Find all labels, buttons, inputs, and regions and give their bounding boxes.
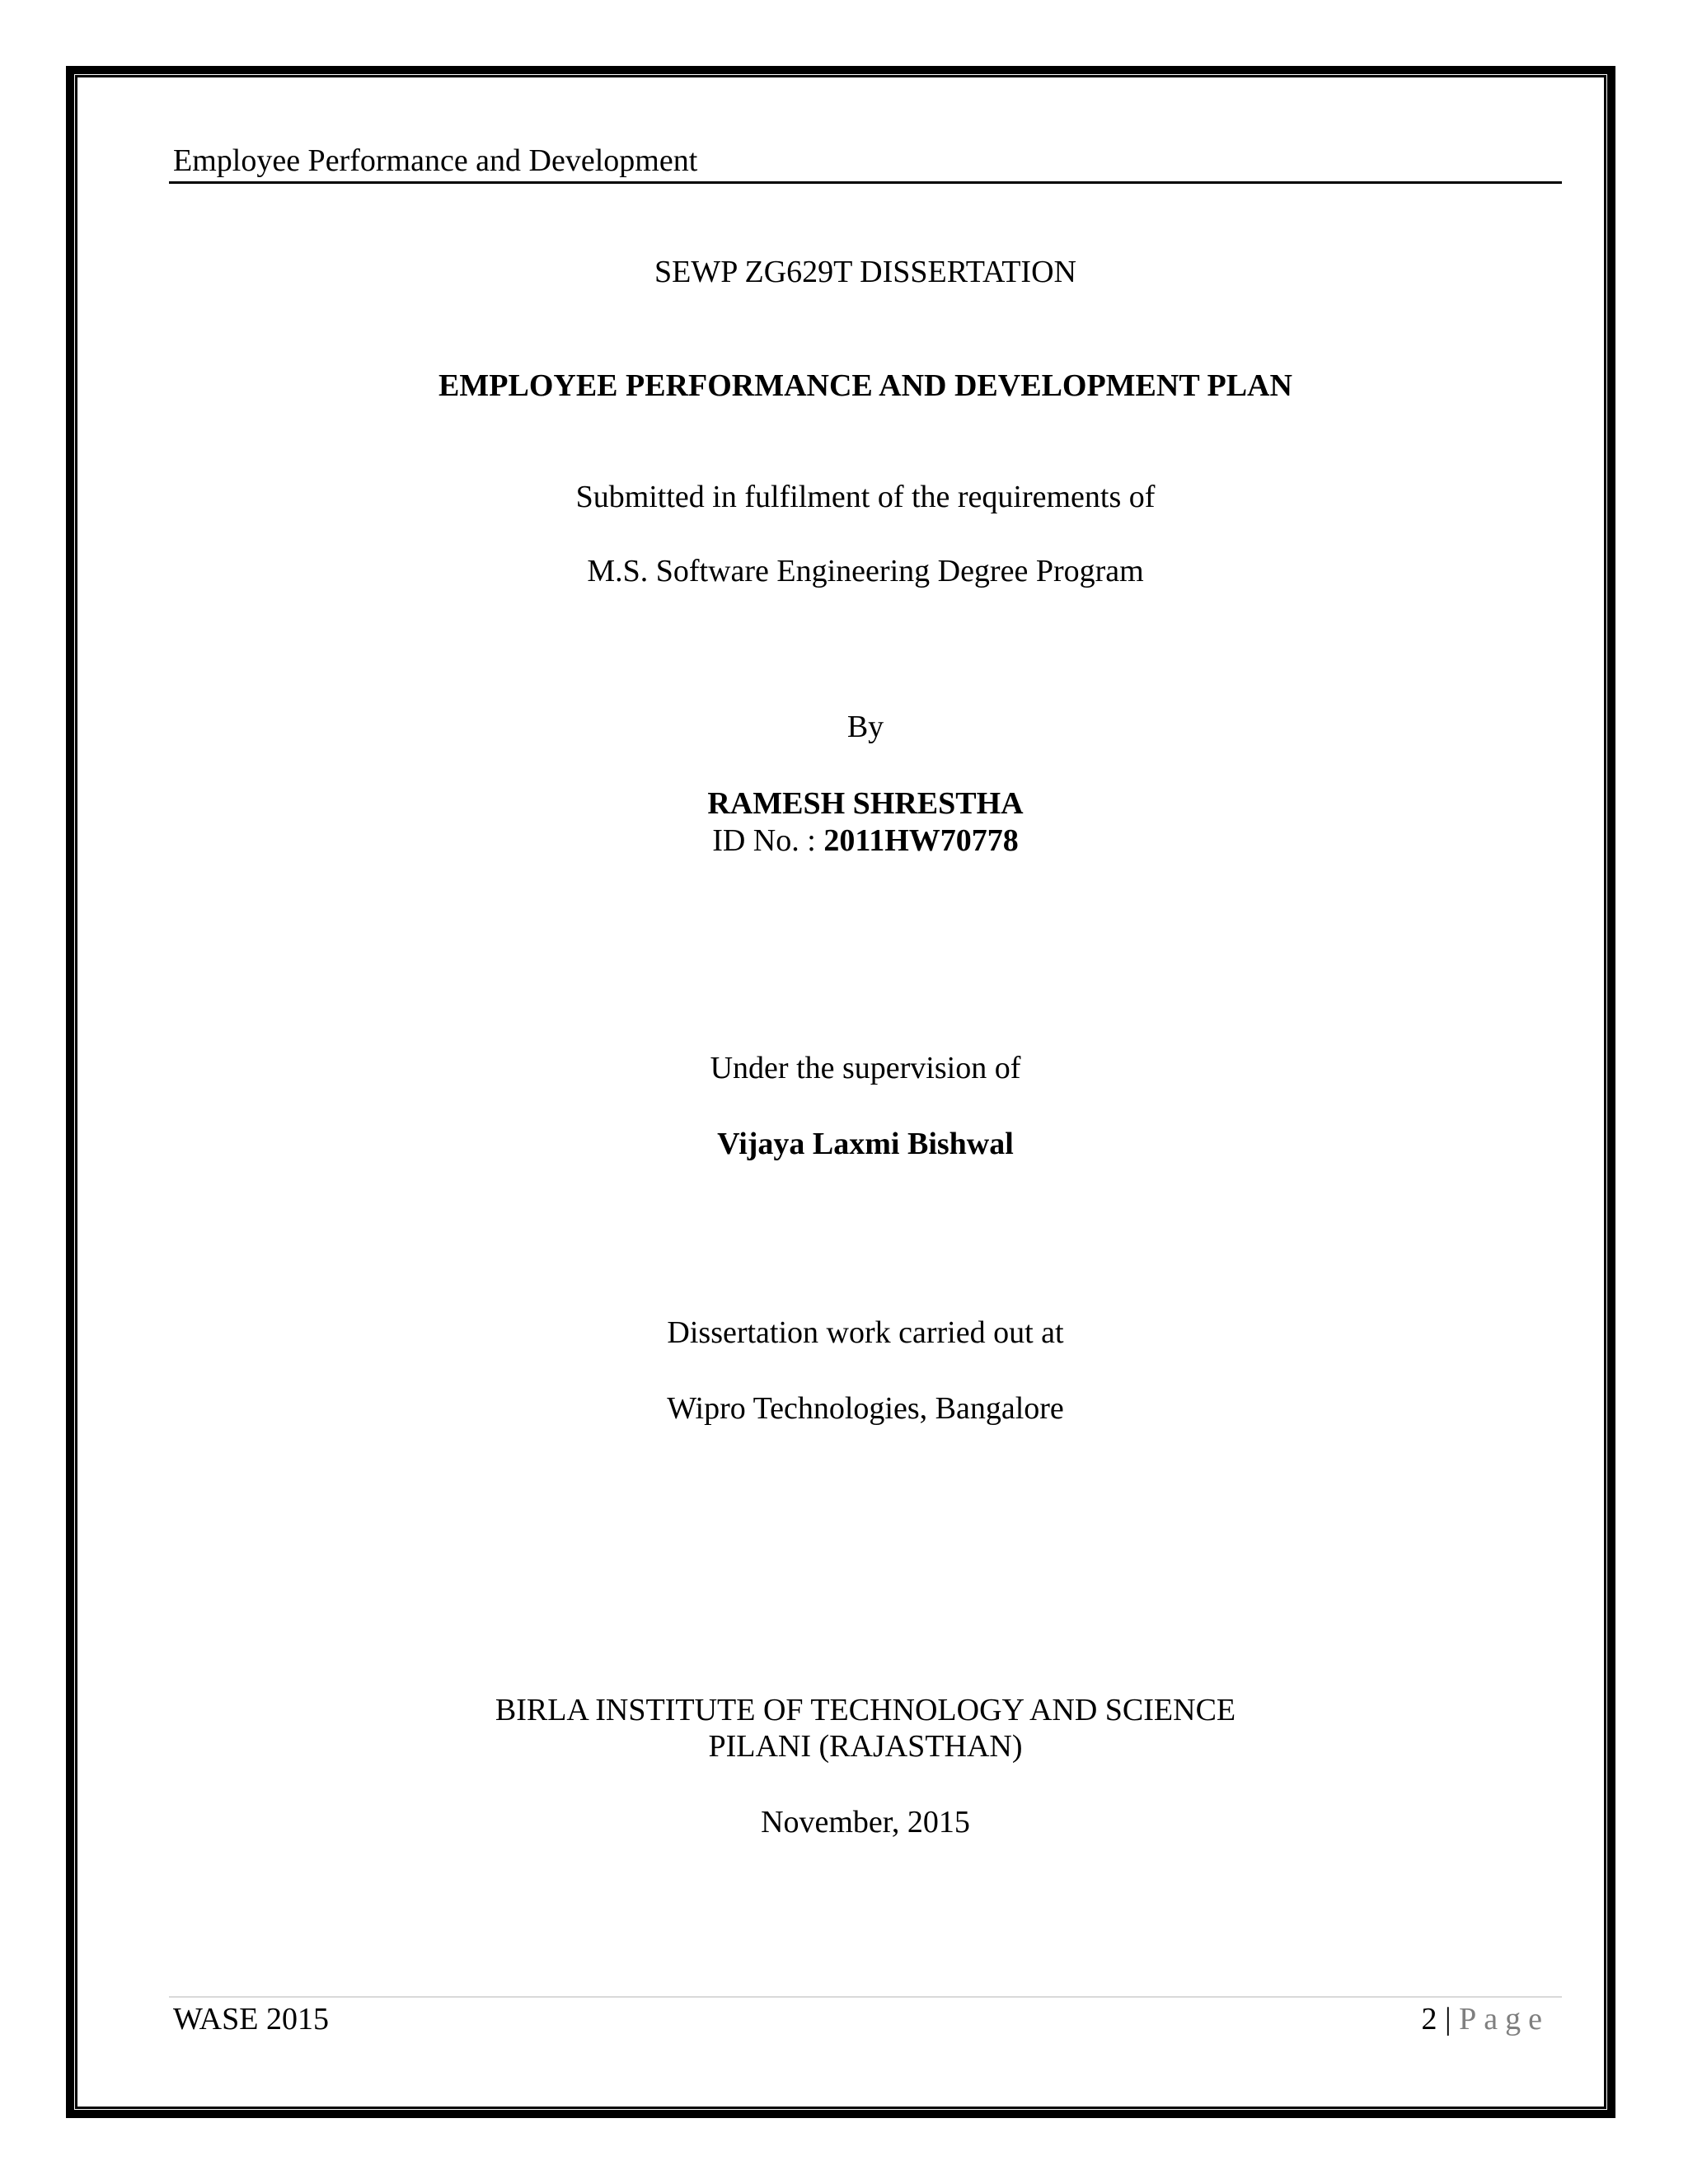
page-label: Page bbox=[1459, 2002, 1550, 2036]
submitted-line: Submitted in fulfilment of the requirements of bbox=[575, 480, 1156, 514]
work-location-label: Dissertation work carried out at bbox=[667, 1315, 1064, 1350]
course-code: SEWP ZG629T DISSERTATION bbox=[654, 255, 1076, 289]
submission-date: November, 2015 bbox=[761, 1805, 970, 1840]
dissertation-title: EMPLOYEE PERFORMANCE AND DEVELOPMENT PLAN bbox=[438, 368, 1292, 403]
supervision-label: Under the supervision of bbox=[710, 1051, 1021, 1085]
footer-left-text: WASE 2015 bbox=[173, 2002, 329, 2036]
footer-divider bbox=[169, 1996, 1562, 1998]
id-label: ID No. : bbox=[712, 823, 824, 858]
page-separator: | bbox=[1437, 2002, 1460, 2036]
institute-location: PILANI (RAJASTHAN) bbox=[708, 1729, 1023, 1764]
work-location: Wipro Technologies, Bangalore bbox=[667, 1391, 1064, 1426]
degree-program: M.S. Software Engineering Degree Program bbox=[587, 554, 1144, 588]
author-id-line bbox=[169, 820, 1562, 861]
page-number: 2 bbox=[1421, 2002, 1437, 2036]
id-value: 2011HW70778 bbox=[823, 823, 1019, 858]
by-label: By bbox=[846, 710, 884, 744]
header-divider bbox=[169, 181, 1562, 184]
running-header: Employee Performance and Development bbox=[173, 143, 698, 178]
supervisor-name: Vijaya Laxmi Bishwal bbox=[717, 1127, 1014, 1161]
page-indicator bbox=[1422, 1999, 1550, 2040]
author-name: RAMESH SHRESTHA bbox=[707, 786, 1024, 821]
institute-name: BIRLA INSTITUTE OF TECHNOLOGY AND SCIENCE bbox=[495, 1693, 1236, 1727]
